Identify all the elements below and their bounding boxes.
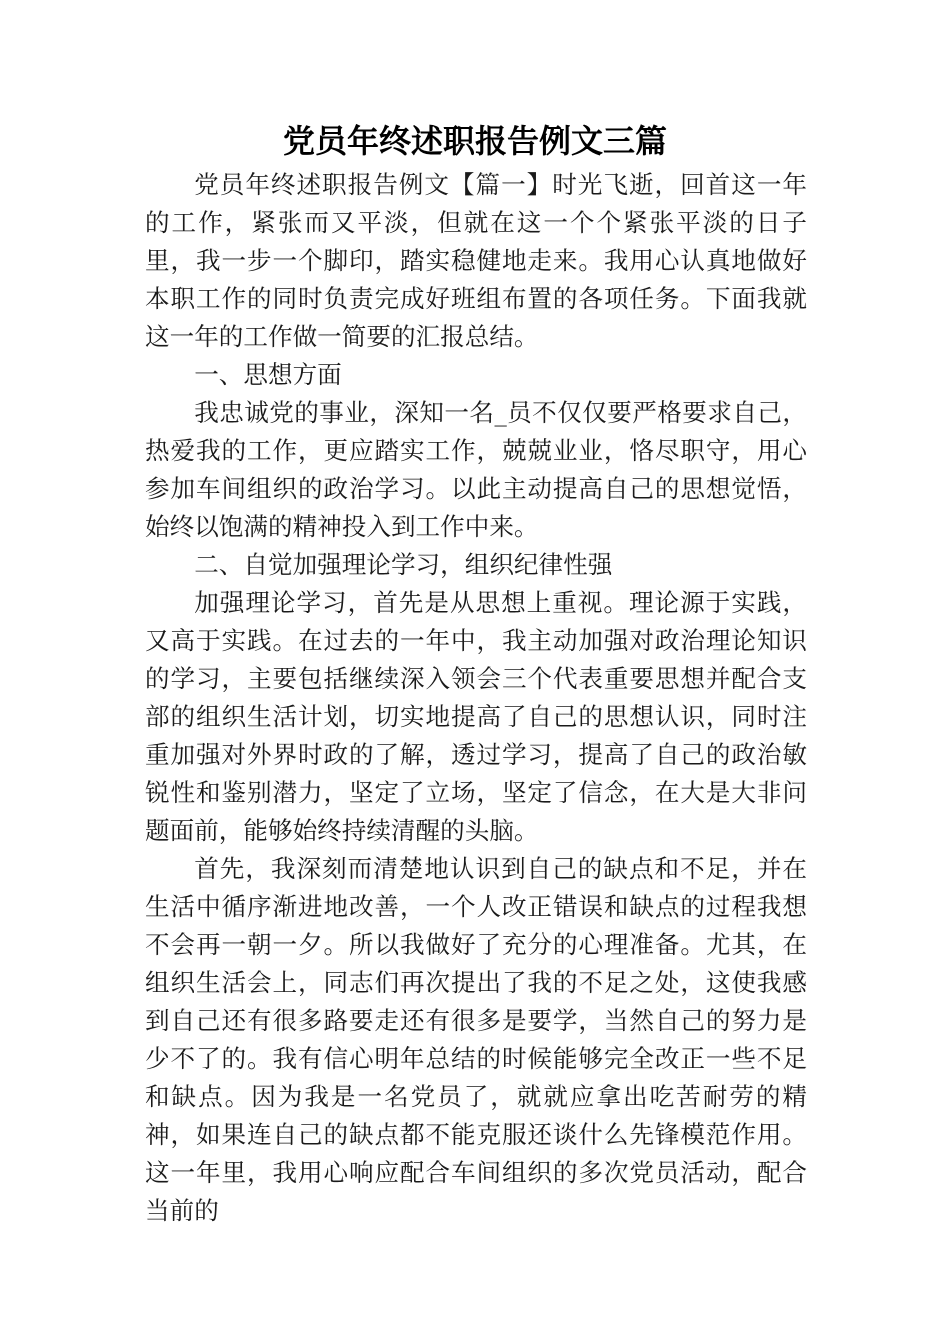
section-heading-1: 一、思想方面 [194, 360, 342, 389]
document-title: 党员年终述职报告例文三篇 [282, 122, 667, 160]
paragraph-shortcomings: 首先，我深刻而清楚地认识到自己的缺点和不足，并在生活中循序渐进地改善，一个人改正错误和缺点的过程我想不会再一朝一夕。所以我做好了充分的心理准备。尤其，在组织生活会上，同志们再次提出了我的不足之处，这使我感到自己还有很多路要走还有很多是要学，当然自己的努力是少不了的。我有信心明年总结的时候能够完全改正一些不足和缺点。因为我是一名党员了，就就应拿出吃苦耐劳的精神，如果连自己的缺点都不能克服还谈什么先锋模范作用。这一年里，我用心响应配合车间组织的多次党员活动，配合当前的 [145, 854, 807, 1225]
document-body [145, 166, 807, 1230]
paragraph-intro: 党员年终述职报告例文【篇一】时光飞逝，回首这一年的工作，紧张而又平淡，但就在这一个个紧张平淡的日子里，我一步一个脚印，踏实稳健地走来。我用心认真地做好本职工作的同时负责完成好班组布置的各项任务。下面我就这一年的工作做一简要的汇报总结。 [145, 170, 807, 351]
paragraph-theory-study: 加强理论学习，首先是从思想上重视。理论源于实践，又高于实践。在过去的一年中，我主动加强对政治理论知识的学习，主要包括继续深入领会三个代表重要思想并配合支部的组织生活计划，切实地提高了自己的思想认识，同时注重加强对外界时政的了解，透过学习，提高了自己的政治敏锐性和鉴别潜力，坚定了立场，坚定了信念，在大是大非问题面前，能够始终持续清醒的头脑。 [145, 588, 807, 845]
section-heading-2: 二、自觉加强理论学习，组织纪律性强 [194, 550, 613, 579]
paragraph-thought: 我忠诚党的事业，深知一名_员不仅仅要严格要求自己，热爱我的工作，更应踏实工作，兢兢业业，恪尽职守，用心参加车间组织的政治学习。以此主动提高自己的思想觉悟，始终以饱满的精神投入到工作中来。 [145, 398, 807, 541]
